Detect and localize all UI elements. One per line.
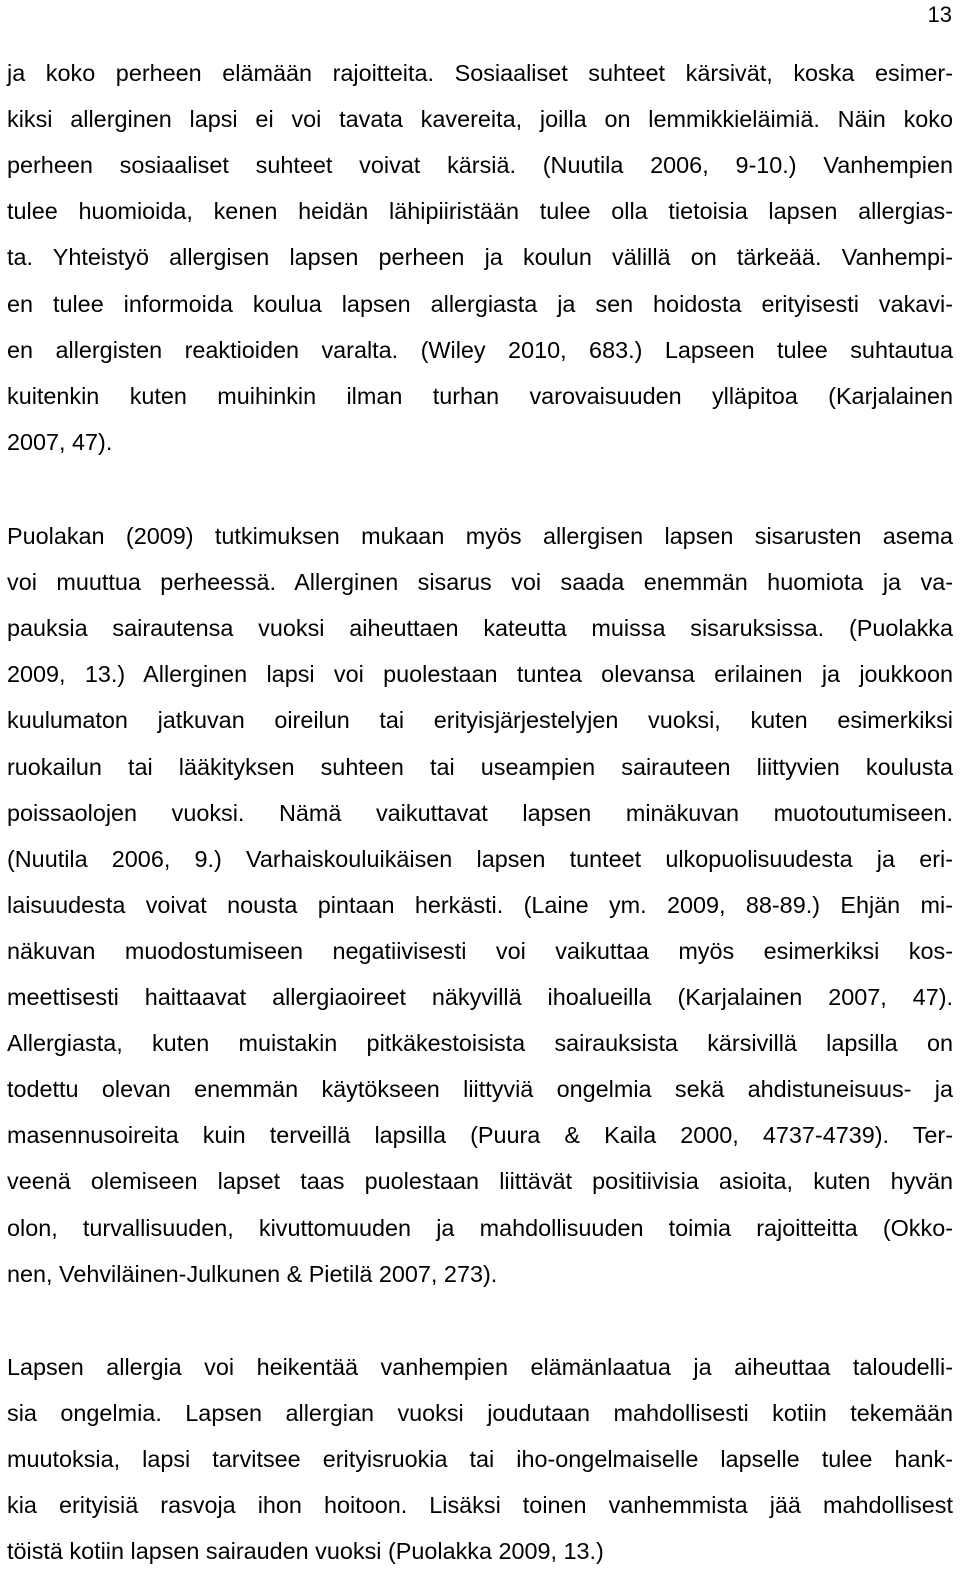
text-line: laisuudesta voivat nousta pintaan herkästi. (Laine ym. 2009, 88-89.) Ehjän mi- — [7, 891, 953, 918]
text-line: poissaolojen vuoksi. Nämä vaikuttavat lapsen minäkuvan muotoutumiseen. — [7, 799, 953, 826]
text-line: Puolakan (2009) tutkimuksen mukaan myös allergisen lapsen sisarusten asema — [7, 523, 953, 549]
text-line: olon, turvallisuuden, kivuttomuuden ja mahdollisuuden toimia rajoitteitta (Okko- — [7, 1214, 953, 1241]
text-line: sia ongelmia. Lapsen allergian vuoksi joudutaan mahdollisesti kotiin tekemään — [7, 1400, 953, 1427]
text-line: en allergisten reaktioiden varalta. (Wiley 2010, 683.) Lapseen tulee suhtautua — [7, 336, 953, 363]
text-line: Lapsen allergia voi heikentää vanhempien elämänlaatua ja aiheuttaa taloudelli- — [7, 1354, 953, 1380]
text-line: tulee huomioida, kenen heidän lähipiiristään tulee olla tietoisia lapsen allergias- — [7, 198, 953, 225]
text-line: meettisesti haittaavat allergiaoireet näkyvillä ihoalueilla (Karjalainen 2007, 47). — [7, 984, 953, 1010]
text-line: kuitenkin kuten muihinkin ilman turhan varovaisuuden ylläpitoa (Karjalainen — [7, 382, 953, 409]
text-line: näkuvan muodostumiseen negatiivisesti voi vaikuttaa myös esimerkiksi kos- — [7, 937, 953, 964]
text-line: pauksia sairautensa vuoksi aiheuttaen kateutta muissa sisaruksissa. (Puolakka — [7, 615, 953, 642]
text-line: nen, Vehviläinen-Julkunen & Pietilä 2007, 273). — [7, 1260, 498, 1287]
text-line: ruokailun tai lääkityksen suhteen tai useampien sairauteen liittyvien koulusta — [7, 753, 953, 780]
text-line: en tulee informoida koulua lapsen allergiasta ja sen hoidosta erityisesti vakavi- — [7, 290, 953, 317]
text-line: 2009, 13.) Allerginen lapsi voi puolestaan tuntea olevansa erilainen ja joukkoon — [7, 661, 953, 688]
page-number: 13 — [927, 2, 952, 27]
text-line: perheen sosiaaliset suhteet voivat kärsiä. (Nuutila 2006, 9-10.) Vanhempien — [7, 152, 953, 179]
text-line: töistä kotiin lapsen sairauden vuoksi (Puolakka 2009, 13.) — [7, 1538, 604, 1565]
text-line: kiksi allerginen lapsi ei voi tavata kavereita, joilla on lemmikkieläimiä. Näin koko — [7, 106, 953, 133]
text-line: kia erityisiä rasvoja ihon hoitoon. Lisäksi toinen vanhemmista jää mahdollisest — [7, 1492, 953, 1519]
text-line: veenä olemiseen lapset taas puolestaan liittävät positiivisia asioita, kuten hyvän — [7, 1168, 953, 1195]
text-line: ja koko perheen elämään rajoitteita. Sosiaaliset suhteet kärsivät, koska esimer- — [7, 60, 953, 86]
text-line: todettu olevan enemmän käytökseen liittyviä ongelmia sekä ahdistuneisuus- ja — [7, 1076, 953, 1103]
text-line: Allergiasta, kuten muistakin pitkäkestoisista sairauksista kärsivillä lapsilla on — [7, 1030, 953, 1057]
text-line: muutoksia, lapsi tarvitsee erityisruokia tai iho-ongelmaiselle lapselle tulee hank- — [7, 1446, 953, 1473]
text-line: (Nuutila 2006, 9.) Varhaiskouluikäisen lapsen tunteet ulkopuolisuudesta ja eri- — [7, 845, 953, 872]
text-line: ta. Yhteistyö allergisen lapsen perheen ja koulun välillä on tärkeää. Vanhempi- — [7, 244, 953, 271]
text-line: masennusoireita kuin terveillä lapsilla (Puura & Kaila 2000, 4737-4739). Ter- — [7, 1122, 953, 1149]
text-line: voi muuttua perheessä. Allerginen sisarus voi saada enemmän huomiota ja va- — [7, 569, 953, 596]
text-line: 2007, 47). — [7, 428, 113, 455]
text-line: kuulumaton jatkuvan oireilun tai erityisjärjestelyjen vuoksi, kuten esimerkiksi — [7, 707, 953, 734]
